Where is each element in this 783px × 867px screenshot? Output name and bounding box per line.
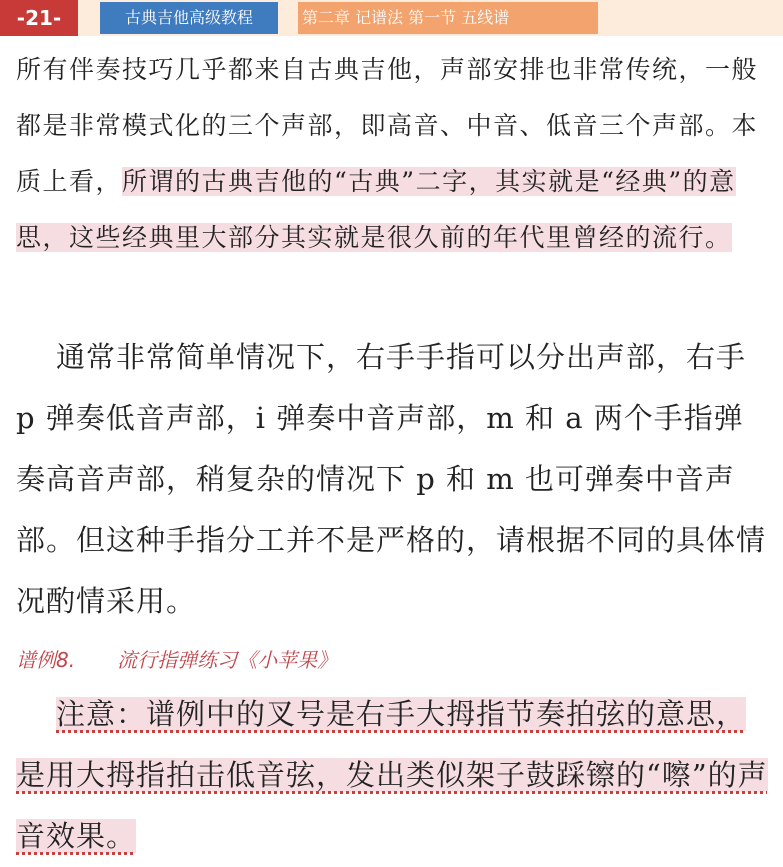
page-header <box>0 0 783 36</box>
note-paragraph <box>16 684 768 867</box>
example-label: 谱例8. <box>16 648 76 672</box>
example-caption <box>16 646 716 674</box>
book-title: 古典吉他高级教程 <box>100 2 278 34</box>
paragraph-plain-text: 所有伴奏技巧几乎都来自古典吉他，声部安排也非常传统，一般都是非常模式化的三个声部，即高音、中音、低音三个声部。本质上看， <box>16 55 759 196</box>
example-title: 流行指弹练习《小苹果》 <box>117 648 338 672</box>
note-text: 注意：谱例中的叉号是右手大拇指节奏拍弦的意思，是用大拇指拍击低音弦，发出类似架子鼓踩镲的“嚓”的声音效果。 <box>16 697 768 853</box>
page-number: -21- <box>0 0 78 36</box>
paragraph-finger-voices: 通常非常简单情况下，右手手指可以分出声部，右手 p 弹奏低音声部，i 弹奏中音声部，m 和 a 两个手指弹奏高音声部，稍复杂的情况下 p 和 m 也可弹奏中音声部。但这种手指分工并不是严格的，请根据不同的具体情况酌情采用。 <box>16 340 767 618</box>
paragraph-accompaniment <box>16 42 778 266</box>
chapter-title: 第二章 记谱法 第一节 五线谱 <box>298 2 598 34</box>
highlighted-text: 所谓的古典吉他的“古典”二字，其实就是“经典”的意思，这些经典里大部分其实就是很久前的年代里曾经的流行。 <box>16 167 736 252</box>
